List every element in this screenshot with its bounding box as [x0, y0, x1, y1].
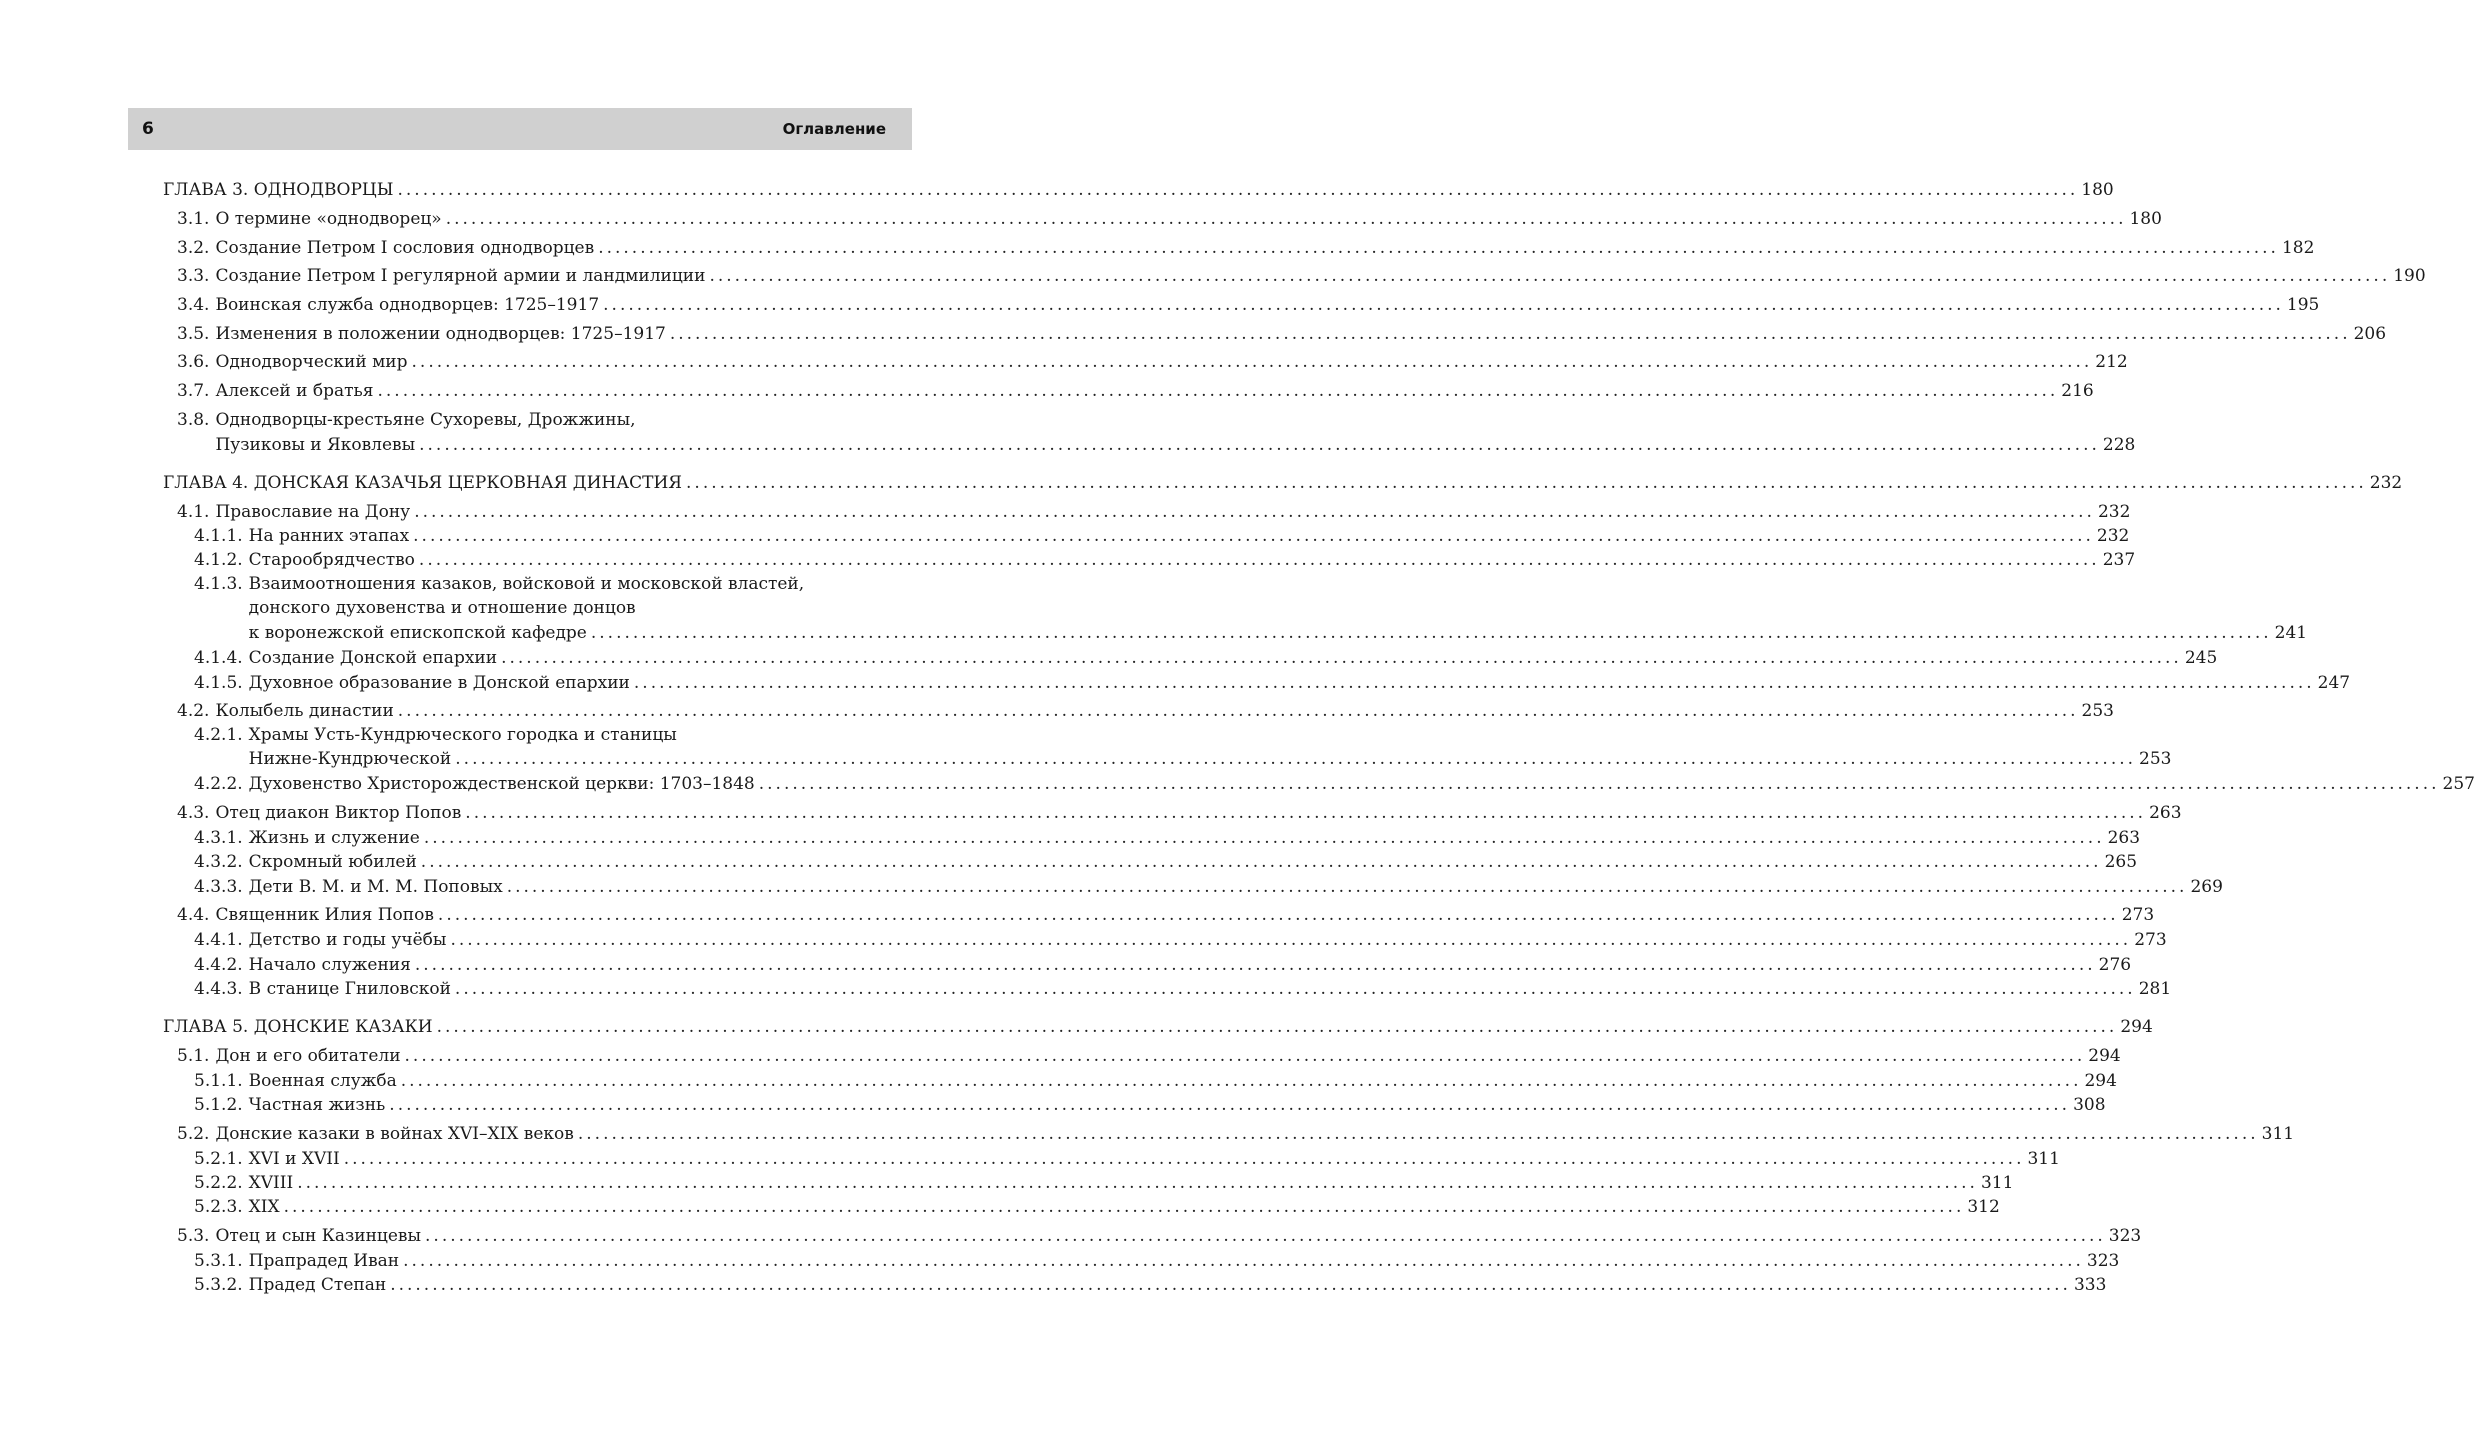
page-number: 6 [142, 119, 154, 139]
toc-page-number: 253 [2081, 701, 2114, 721]
dot-leader: ........................................................................................................................................................................................................ [686, 473, 2367, 493]
toc-section[interactable] [177, 699, 2114, 723]
dot-leader: ........................................................................................................................................................................................................ [633, 673, 2315, 693]
dot-leader: ........................................................................................................................................................................................................ [389, 1095, 2071, 1115]
toc-title: донского духовенства и отношение донцов [248, 598, 636, 618]
toc-title: Нижне-Кундрюческой [248, 749, 452, 769]
toc-line [177, 293, 2320, 317]
dot-leader: ........................................................................................................................................................................................................ [603, 295, 2284, 315]
dot-leader: ........................................................................................................................................................................................................ [590, 623, 2272, 643]
dot-leader: ........................................................................................................................................................................................................ [418, 550, 2100, 570]
toc-title: ГЛАВА 4. ДОНСКАЯ КАЗАЧЬЯ ЦЕРКОВНАЯ ДИНАСТИЯ [163, 473, 683, 493]
toc-number: 3.4. [177, 295, 210, 315]
toc-title: Однодворцы-крестьяне Сухоревы, Дрожжины, [215, 410, 636, 430]
toc-page-number: 216 [2061, 381, 2094, 401]
toc-subsection[interactable] [194, 826, 2141, 850]
toc-line [163, 471, 2403, 495]
toc-line [194, 1069, 2117, 1093]
toc-number: 3.7. [177, 381, 210, 401]
toc-page-number: 273 [2134, 930, 2167, 950]
dot-leader: ........................................................................................................................................................................................................ [414, 502, 2095, 522]
toc-number: 3.1. [177, 209, 210, 229]
toc-title: Прадед Степан [248, 1275, 387, 1295]
toc-page-number: 190 [2393, 266, 2426, 286]
toc-number: 4.2.2. [194, 774, 243, 794]
dot-leader: ........................................................................................................................................................................................................ [397, 180, 2079, 200]
toc-page-number: 245 [2184, 648, 2218, 668]
toc-title: Дети В. М. и М. М. Поповых [248, 877, 503, 897]
dot-leader: ........................................................................................................................................................................................................ [404, 1046, 2086, 1066]
toc-line [194, 875, 2223, 899]
toc-line [163, 1015, 2153, 1039]
toc-title: Скромный юбилей [248, 852, 417, 872]
toc-number: 5.3.1. [194, 1251, 243, 1271]
dot-leader: ........................................................................................................................................................................................................ [455, 749, 2137, 769]
toc-page-number: 273 [2121, 905, 2155, 925]
toc-number: 5.1.1. [194, 1071, 243, 1091]
toc-line [194, 772, 2475, 796]
toc-subsection[interactable] [194, 572, 2308, 646]
toc-line [194, 596, 906, 621]
toc-title: Военная служба [248, 1071, 397, 1091]
dot-leader: ........................................................................................................................................................................................................ [377, 381, 2059, 401]
toc-subsection[interactable] [194, 1069, 2117, 1093]
toc-subsection[interactable] [194, 723, 2172, 772]
toc-line [194, 850, 2138, 874]
toc-line [194, 747, 2172, 772]
toc-line [194, 572, 906, 596]
dot-leader: ........................................................................................................................................................................................................ [403, 1251, 2084, 1271]
toc-subsection[interactable] [194, 548, 2136, 572]
toc-page-number: 232 [2097, 502, 2131, 522]
toc-line [177, 207, 2162, 231]
toc-title: Однодворческий мир [215, 352, 408, 372]
dot-leader: ........................................................................................................................................................................................................ [397, 701, 2079, 721]
toc-page-number: 232 [2096, 526, 2130, 546]
toc-chapter[interactable] [163, 471, 2403, 495]
toc-section[interactable] [177, 379, 2094, 403]
toc-title: Храмы Усть-Кундрюческого городка и станицы [248, 725, 677, 745]
toc-number: 4.1.4. [194, 648, 243, 668]
toc-subsection[interactable] [194, 772, 2475, 796]
toc-title: Православие на Дону [215, 502, 411, 522]
dot-leader: ........................................................................................................................................................................................................ [390, 1275, 2071, 1295]
toc-section[interactable] [177, 264, 2426, 288]
toc-title: Колыбель династии [215, 701, 394, 721]
toc-line [194, 1249, 2120, 1273]
toc-page-number: 294 [2120, 1017, 2153, 1037]
toc-subsection[interactable] [194, 1147, 2060, 1171]
toc-page-number: 333 [2073, 1275, 2107, 1295]
toc-number: 4.4. [177, 905, 210, 925]
toc-number: 3.8. [177, 410, 210, 430]
toc-line [194, 646, 2218, 670]
toc-number: 3.2. [177, 238, 210, 258]
toc-number: 5.3. [177, 1226, 210, 1246]
toc-section[interactable] [177, 207, 2162, 231]
toc-title: XIX [248, 1197, 280, 1217]
toc-section[interactable] [177, 1224, 2142, 1248]
toc-title: Священник Илия Попов [215, 905, 434, 925]
toc-section[interactable] [177, 903, 2155, 927]
toc-page-number: 263 [2107, 828, 2141, 848]
toc-number: 4.4.1. [194, 930, 243, 950]
toc-line [194, 928, 2167, 952]
toc-title: Духовное образование в Донской епархии [248, 673, 630, 693]
toc-line [177, 1044, 2121, 1068]
toc-page-number: 311 [2027, 1149, 2060, 1169]
toc-title: Детство и годы учёбы [248, 930, 447, 950]
toc-subsection[interactable] [194, 953, 2132, 977]
toc-number: 4.1.5. [194, 673, 243, 693]
toc-number: 4.2. [177, 701, 210, 721]
toc-title: О термине «однодворец» [215, 209, 442, 229]
toc-title: XVIII [248, 1173, 294, 1193]
toc-title: Изменения в положении однодворцев: 1725–1917 [215, 324, 666, 344]
toc-line [194, 524, 2130, 548]
toc-chapter[interactable] [163, 1015, 2153, 1039]
toc-number: 4.4.2. [194, 955, 243, 975]
toc-line [177, 264, 2426, 288]
toc-title: Жизнь и служение [248, 828, 420, 848]
toc-subsection[interactable] [194, 875, 2223, 899]
toc-title: Духовенство Христорождественской церкви: 1703–1848 [248, 774, 755, 794]
toc-number: 4.4.3. [194, 979, 243, 999]
toc-page-number: 232 [2369, 473, 2403, 493]
toc-line [194, 548, 2136, 572]
dot-leader: ........................................................................................................................................................................................................ [577, 1124, 2259, 1144]
toc-page-number: 212 [2095, 352, 2128, 372]
toc-title: Создание Донской епархии [248, 648, 498, 668]
toc-title: Начало служения [248, 955, 411, 975]
toc-title: Старообрядчество [248, 550, 415, 570]
toc-line [177, 500, 2131, 524]
dot-leader: ........................................................................................................................................................................................................ [283, 1197, 1965, 1217]
dot-leader: ........................................................................................................................................................................................................ [598, 238, 2279, 258]
dot-leader: ........................................................................................................................................................................................................ [425, 1226, 2106, 1246]
dot-leader: ........................................................................................................................................................................................................ [297, 1173, 1978, 1193]
toc-line [194, 1147, 2060, 1171]
toc-page-number: 269 [2190, 877, 2223, 897]
toc-line [177, 903, 2155, 927]
toc-number: 4.3.3. [194, 877, 243, 897]
toc-subsection[interactable] [194, 928, 2167, 952]
toc-section[interactable] [177, 500, 2131, 524]
toc-line [177, 801, 2182, 825]
dot-leader: ........................................................................................................................................................................................................ [413, 526, 2094, 546]
toc-line [177, 379, 2094, 403]
toc-number: 5.2.3. [194, 1197, 243, 1217]
toc-line [194, 723, 906, 747]
toc-title: к воронежской епископской кафедре [248, 623, 587, 643]
dot-leader: ........................................................................................................................................................................................................ [501, 648, 2182, 668]
toc-number: 3.3. [177, 266, 210, 286]
toc-line [177, 322, 2387, 346]
toc-title: Создание Петром I сословия однодворцев [215, 238, 595, 258]
dot-leader: ........................................................................................................................................................................................................ [465, 803, 2147, 823]
toc-section[interactable] [177, 801, 2182, 825]
toc-page-number: 311 [1980, 1173, 2014, 1193]
toc-subsection[interactable] [194, 977, 2172, 1001]
toc-line [194, 826, 2141, 850]
toc-title: ГЛАВА 5. ДОНСКИЕ КАЗАКИ [163, 1017, 433, 1037]
dot-leader: ........................................................................................................................................................................................................ [400, 1071, 2082, 1091]
toc-page-number: 312 [1967, 1197, 2000, 1217]
toc-subsection[interactable] [194, 850, 2138, 874]
toc-number: 5.1.2. [194, 1095, 243, 1115]
toc-chapter[interactable] [163, 178, 2114, 202]
dot-leader: ........................................................................................................................................................................................................ [709, 266, 2391, 286]
toc-section[interactable] [177, 1044, 2121, 1068]
toc-page-number: 180 [2129, 209, 2162, 229]
toc-title: Воинская служба однодворцев: 1725–1917 [215, 295, 600, 315]
toc-subsection[interactable] [194, 646, 2218, 670]
toc-page-number: 294 [2084, 1071, 2117, 1091]
toc-page-number: 281 [2138, 979, 2172, 999]
toc-page-number: 241 [2274, 623, 2308, 643]
toc-number: 3.5. [177, 324, 210, 344]
toc-section[interactable] [177, 322, 2387, 346]
toc-number: 4.3. [177, 803, 210, 823]
toc-number: 5.2. [177, 1124, 210, 1144]
toc-page-number: 180 [2081, 180, 2114, 200]
toc-page-number: 294 [2088, 1046, 2121, 1066]
toc-page-number: 323 [2108, 1226, 2142, 1246]
header-title: Оглавление [782, 120, 886, 138]
toc-number: 5.2.1. [194, 1149, 243, 1169]
toc-title: Отец диакон Виктор Попов [215, 803, 462, 823]
dot-leader: ........................................................................................................................................................................................................ [669, 324, 2351, 344]
dot-leader: ........................................................................................................................................................................................................ [419, 435, 2100, 455]
toc-subsection[interactable] [194, 671, 2351, 695]
toc-line [194, 1093, 2106, 1117]
dot-leader: ........................................................................................................................................................................................................ [445, 209, 2127, 229]
toc-page-number: 237 [2102, 550, 2136, 570]
dot-leader: ........................................................................................................................................................................................................ [454, 979, 2136, 999]
toc-line [194, 621, 2308, 646]
toc-line [194, 1171, 2014, 1195]
toc-line [194, 671, 2351, 695]
toc-number: 4.2.1. [194, 725, 243, 745]
dot-leader: ........................................................................................................................................................................................................ [423, 828, 2105, 848]
toc-page-number: 276 [2098, 955, 2132, 975]
toc-number: 5.2.2. [194, 1173, 243, 1193]
toc-number: 4.3.1. [194, 828, 243, 848]
toc-line [194, 1195, 2000, 1219]
toc-number: 4.1.3. [194, 574, 243, 594]
toc-subsection[interactable] [194, 1195, 2000, 1219]
dot-leader: ........................................................................................................................................................................................................ [450, 930, 2132, 950]
toc-section[interactable] [177, 1122, 2295, 1146]
toc-title: XVI и XVII [248, 1149, 340, 1169]
toc-page-number: 195 [2286, 295, 2320, 315]
toc-title: Пузиковы и Яковлевы [215, 435, 416, 455]
toc-subsection[interactable] [194, 1249, 2120, 1273]
toc-title: Взаимоотношения казаков, войсковой и московской властей, [248, 574, 805, 594]
toc-subsection[interactable] [194, 1171, 2014, 1195]
toc-title: Создание Петром I регулярной армии и ландмилиции [215, 266, 706, 286]
toc-page-number: 206 [2353, 324, 2387, 344]
toc-line [163, 178, 2114, 202]
toc-line [177, 1122, 2295, 1146]
dot-leader: ........................................................................................................................................................................................................ [758, 774, 2440, 794]
toc-section[interactable] [177, 236, 2315, 260]
toc-title: Алексей и братья [215, 381, 374, 401]
toc-page-number: 253 [2139, 749, 2172, 769]
toc-number: 3.6. [177, 352, 210, 372]
toc-title: Донские казаки в войнах XVI–XIX веков [215, 1124, 574, 1144]
toc-page-number: 228 [2102, 435, 2136, 455]
toc-number: 4.1.2. [194, 550, 243, 570]
toc-subsection[interactable] [194, 524, 2130, 548]
toc-number: 4.3.2. [194, 852, 243, 872]
toc-number: 4.1. [177, 502, 210, 522]
toc-section[interactable] [177, 293, 2320, 317]
dot-leader: ........................................................................................................................................................................................................ [414, 955, 2096, 975]
toc-line [177, 1224, 2142, 1248]
toc-title: ГЛАВА 3. ОДНОДВОРЦЫ [163, 180, 394, 200]
toc-section[interactable] [177, 408, 2136, 459]
toc-title: В станице Гниловской [248, 979, 451, 999]
dot-leader: ........................................................................................................................................................................................................ [411, 352, 2093, 372]
toc-line [194, 977, 2172, 1001]
toc-line [177, 236, 2315, 260]
toc-title: Прапрадед Иван [248, 1251, 400, 1271]
toc-page-number: 263 [2149, 803, 2182, 823]
toc-section[interactable] [177, 350, 2128, 374]
toc-page-number: 247 [2317, 673, 2351, 693]
dot-leader: ........................................................................................................................................................................................................ [436, 1017, 2118, 1037]
dot-leader: ........................................................................................................................................................................................................ [343, 1149, 2025, 1169]
toc-page-number: 257 [2442, 774, 2475, 794]
toc-subsection[interactable] [194, 1273, 2107, 1297]
toc-title: Дон и его обитатели [215, 1046, 401, 1066]
toc-title: На ранних этапах [248, 526, 410, 546]
toc-number: 4.1.1. [194, 526, 243, 546]
dot-leader: ........................................................................................................................................................................................................ [437, 905, 2119, 925]
toc-line [177, 408, 906, 432]
toc-line [177, 432, 2136, 459]
toc-line [194, 953, 2132, 977]
toc-page-number: 182 [2281, 238, 2315, 258]
toc-line [177, 350, 2128, 374]
toc-page-number: 311 [2261, 1124, 2295, 1144]
toc-title: Отец и сын Казинцевы [215, 1226, 422, 1246]
toc-title: Частная жизнь [248, 1095, 386, 1115]
toc-page-number: 323 [2086, 1251, 2120, 1271]
dot-leader: ........................................................................................................................................................................................................ [420, 852, 2102, 872]
toc-number: 5.1. [177, 1046, 210, 1066]
toc-line [177, 699, 2114, 723]
toc-number: 5.3.2. [194, 1275, 243, 1295]
dot-leader: ........................................................................................................................................................................................................ [506, 877, 2188, 897]
toc-subsection[interactable] [194, 1093, 2106, 1117]
toc-page-number: 308 [2073, 1095, 2106, 1115]
toc-page-number: 265 [2104, 852, 2138, 872]
toc-line [194, 1273, 2107, 1297]
